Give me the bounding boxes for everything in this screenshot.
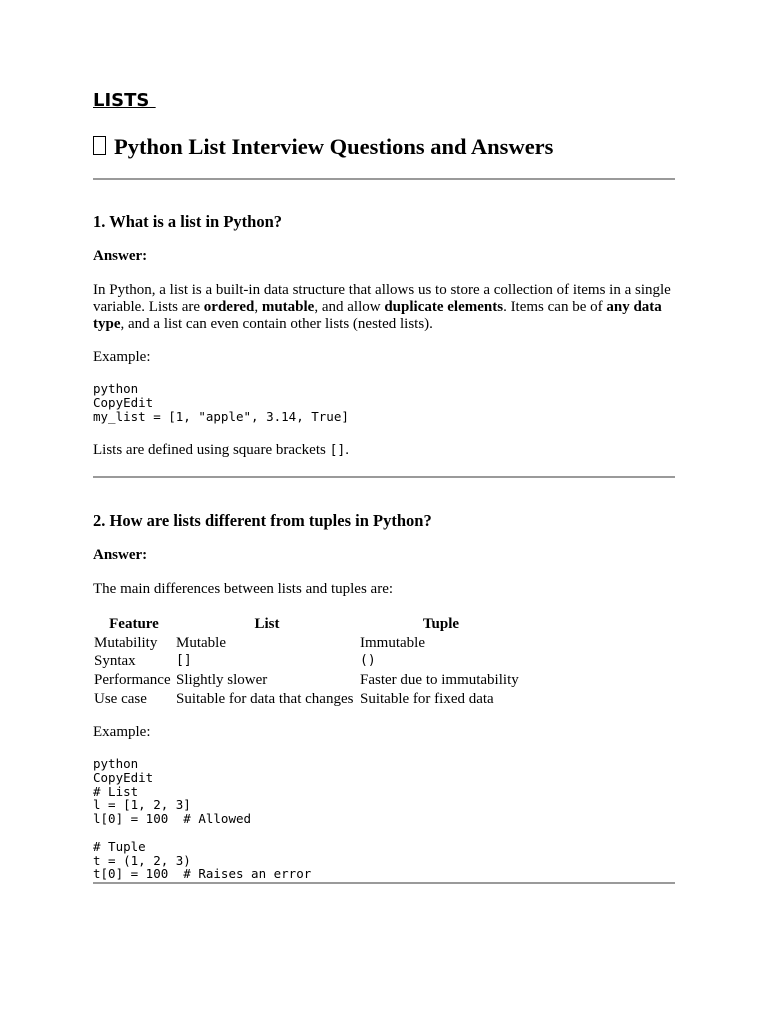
question-1-note	[93, 442, 675, 459]
question-1-answer-paragraph	[93, 282, 675, 333]
table-row	[93, 690, 523, 709]
missing-glyph-icon	[93, 136, 106, 155]
divider	[93, 178, 675, 180]
page-title-text: Python List Interview Questions and Answers	[114, 134, 554, 159]
table-cell: []	[176, 653, 192, 669]
note-inline-code: []	[329, 443, 346, 458]
table-cell: Suitable for data that changes	[176, 690, 354, 707]
note-text: .	[345, 442, 349, 458]
table-cell: Mutable	[176, 634, 226, 651]
document-label: LISTS	[93, 90, 156, 111]
table-row	[93, 652, 523, 671]
question-1-code-block: python CopyEdit my_list = [1, "apple", 3.14, True]	[93, 381, 349, 424]
table-cell: Performance	[94, 672, 171, 689]
table-header: List	[254, 616, 280, 632]
table-cell: Suitable for fixed data	[360, 690, 494, 707]
question-2-answer-label: Answer:	[93, 547, 148, 563]
table-cell: Syntax	[94, 653, 136, 670]
table-row	[93, 634, 523, 653]
paragraph-text: , and a list can even contain other lists (nested lists).	[120, 316, 433, 332]
paragraph-bold-duplicates: duplicate elements	[384, 299, 504, 315]
paragraph-bold-mutable: mutable	[261, 299, 315, 315]
question-2-code-block: python CopyEdit # List l = [1, 2, 3] l[0] = 100 # Allowed # Tuple t = (1, 2, 3) t[0] = 100 # Raises an error	[93, 756, 312, 882]
paragraph-bold-any-type: any data type	[93, 299, 662, 332]
divider	[93, 882, 675, 884]
table-cell: ()	[360, 653, 376, 669]
question-2-example-label: Example:	[93, 724, 151, 740]
table-cell: Faster due to immutability	[360, 672, 519, 689]
paragraph-bold-ordered: ordered	[203, 299, 255, 315]
table-cell: Use case	[94, 690, 147, 707]
page-title	[93, 134, 553, 160]
table-cell: Mutability	[94, 634, 158, 651]
paragraph-text: In Python, a list is a built-in data structure that allows us to store a collection of items in a single variable. Lists are	[93, 282, 671, 315]
question-1-example-label: Example:	[93, 349, 151, 365]
divider	[93, 476, 675, 478]
note-text: Lists are defined using square brackets	[93, 442, 330, 458]
paragraph-text: . Items can be of	[503, 299, 607, 315]
question-2-intro: The main differences between lists and tuples are:	[93, 581, 394, 597]
comparison-table	[93, 615, 523, 709]
paragraph-text: ,	[254, 299, 262, 315]
table-header: Feature	[109, 616, 159, 632]
table-cell: Immutable	[360, 634, 425, 651]
table-header-row	[93, 615, 523, 634]
question-1-title: 1. What is a list in Python?	[93, 212, 283, 231]
paragraph-text: , and allow	[314, 299, 385, 315]
table-cell: Slightly slower	[176, 672, 268, 689]
table-header: Tuple	[422, 616, 460, 632]
question-1-answer-label: Answer:	[93, 248, 148, 264]
question-2-title: 2. How are lists different from tuples in Python?	[93, 511, 432, 530]
table-row	[93, 671, 523, 690]
